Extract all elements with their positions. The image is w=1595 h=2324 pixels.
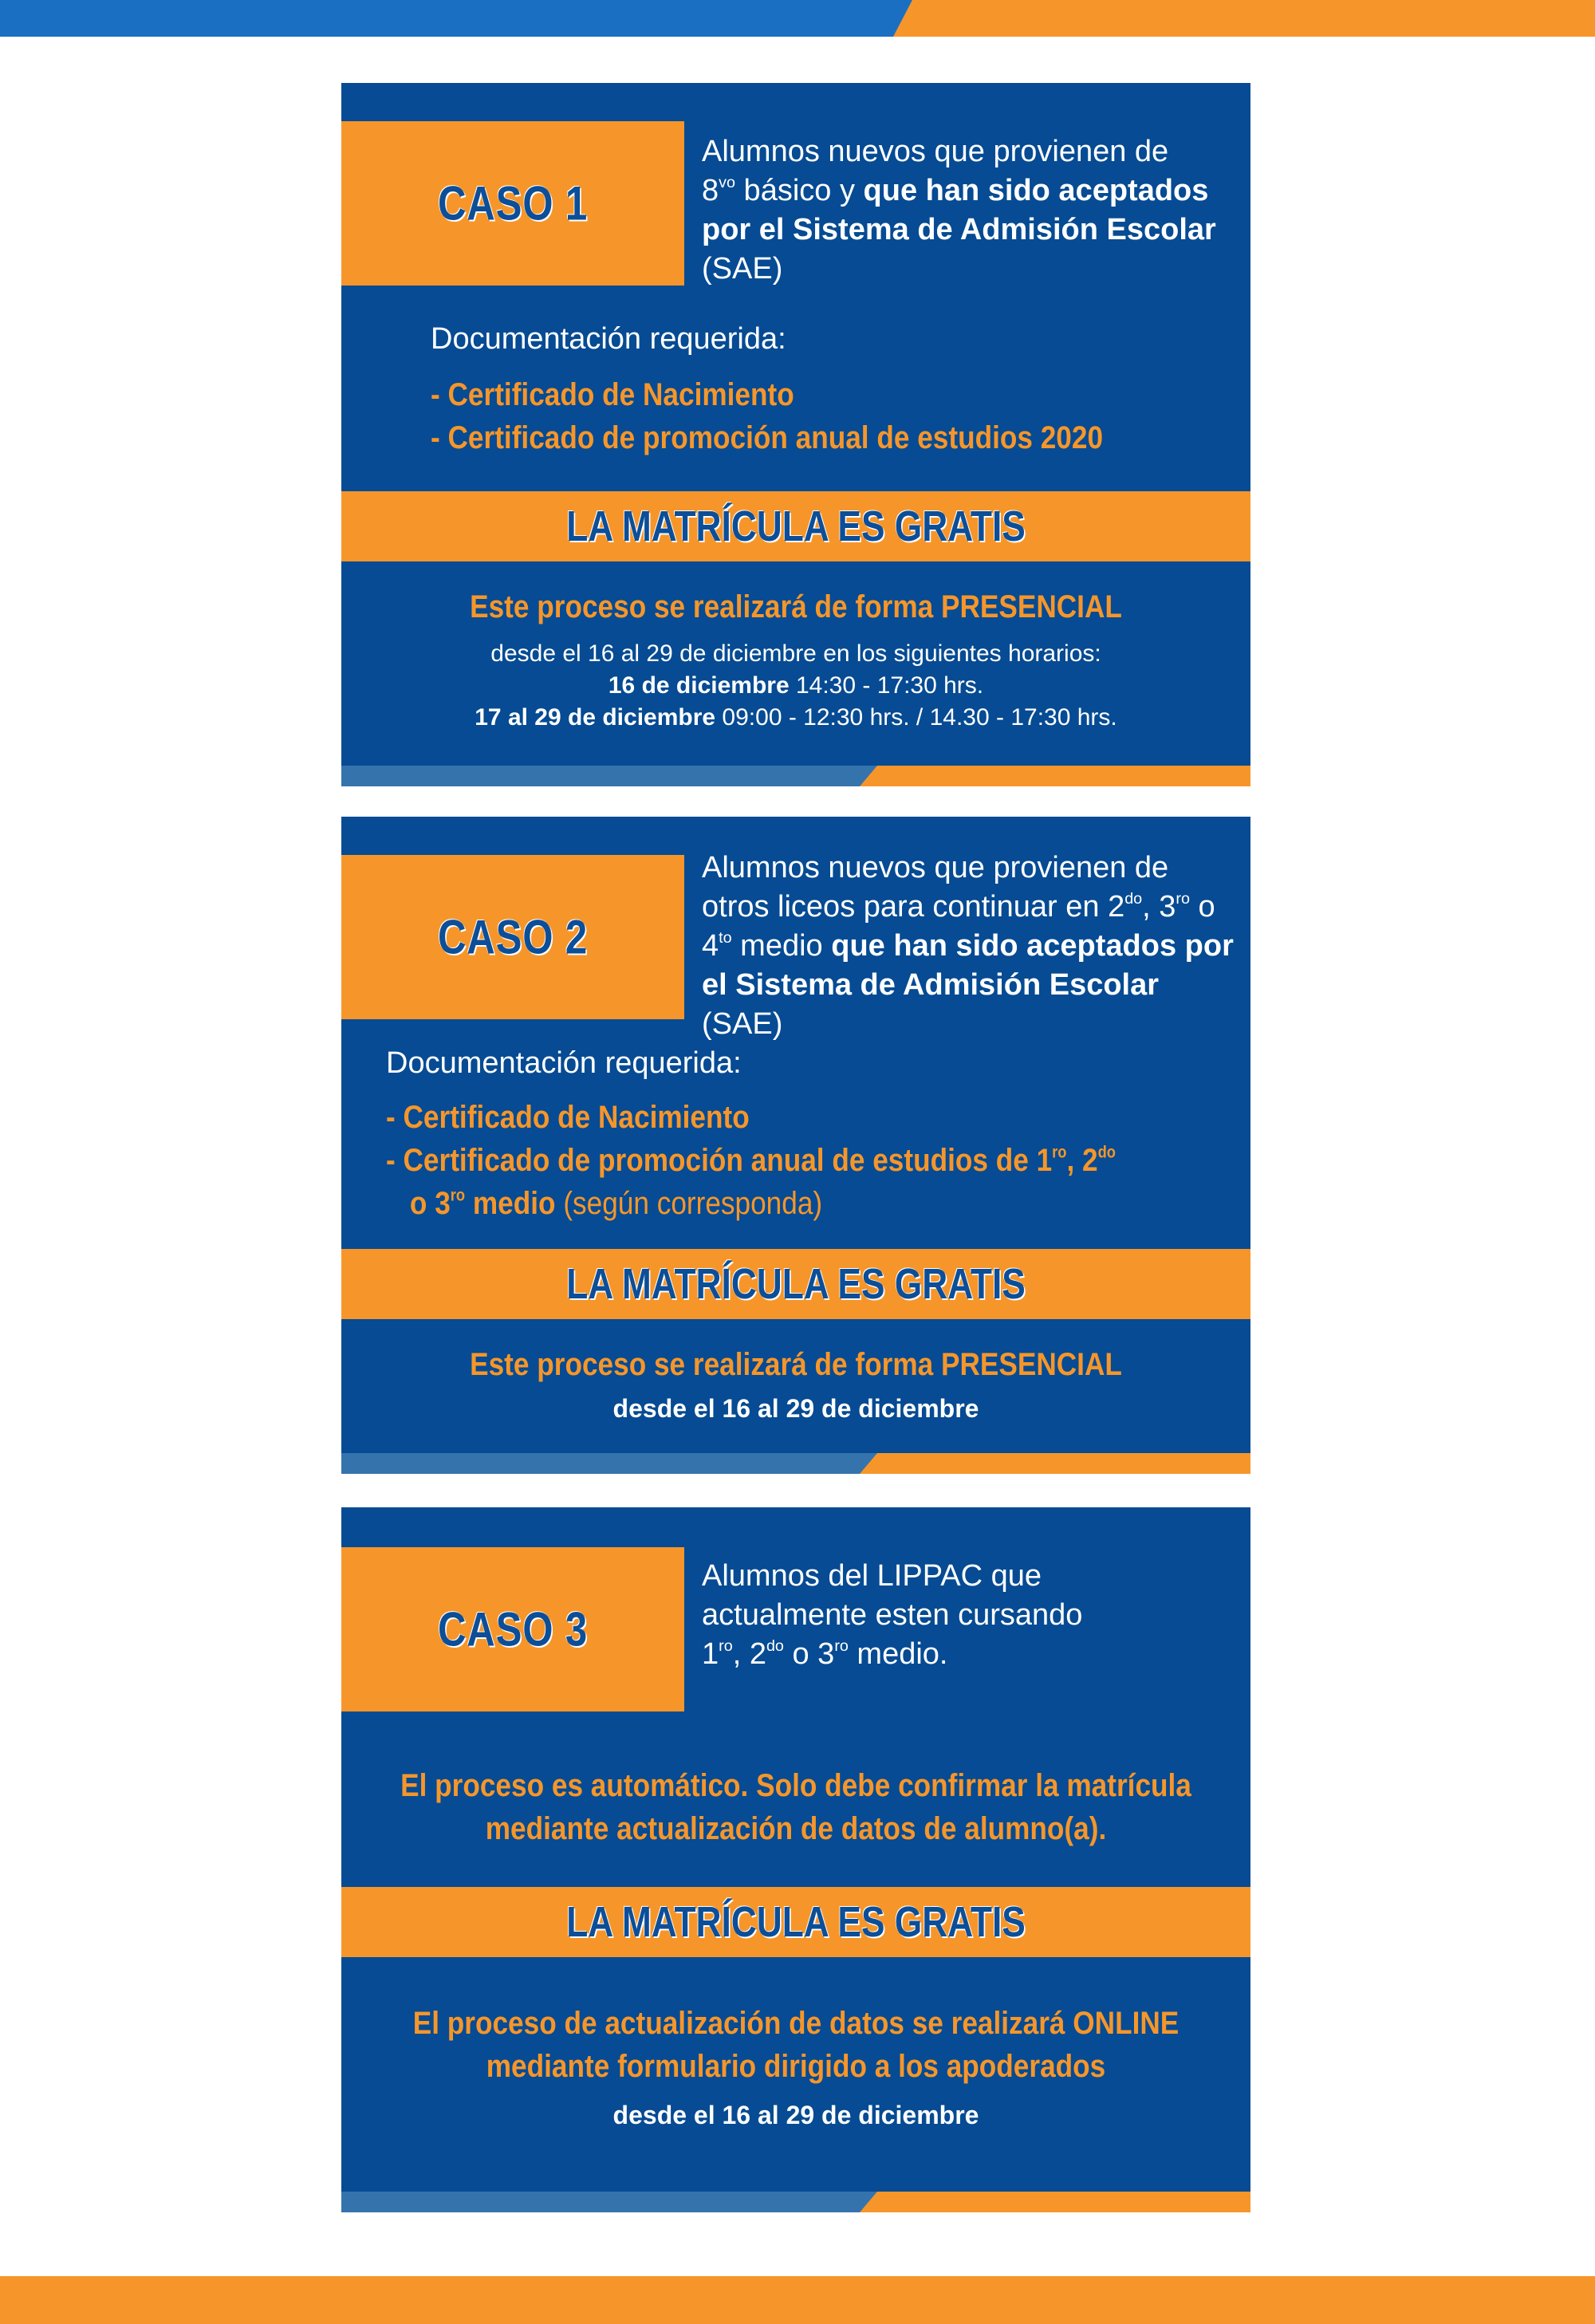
- case-2-doc-3: [386, 1182, 1116, 1225]
- case-3-online-note: [396, 2002, 1195, 2088]
- case-1-grade: 8: [702, 174, 719, 207]
- case-3-foot-strip: [341, 2192, 1250, 2212]
- case-2-doc-1: - Certificado de Nacimiento: [386, 1100, 750, 1135]
- case-3-foot-strip-orange: [860, 2192, 1250, 2212]
- case-1-schedule-line-3: [341, 702, 1250, 734]
- case-1-panel: [341, 83, 1250, 786]
- case-2-doc-3-sup: ro: [450, 1186, 466, 1205]
- case-2-panel: [341, 817, 1250, 1474]
- case-2-doc-3-medio: medio: [465, 1186, 556, 1221]
- case-2-badge: [341, 855, 684, 1019]
- case-3-online-line-1: El proceso de actualización de datos se realizará ONLINE: [412, 2006, 1180, 2041]
- case-1-intro: [702, 132, 1235, 289]
- case-3-sup-1: ro: [719, 1637, 733, 1656]
- case-1-process: Este proceso se realizará de forma PRESENCIAL: [470, 589, 1122, 624]
- case-2-gratis-banner: [341, 1249, 1250, 1319]
- case-1-schedule-date-1: 16 de diciembre: [608, 672, 790, 699]
- case-2-grade-4: o 4: [702, 890, 1215, 963]
- case-2-process: Este proceso se realizará de forma PRESENCIAL: [470, 1347, 1122, 1382]
- case-3-panel: [341, 1507, 1250, 2212]
- case-1-doc-heading: Documentación requerida:: [431, 322, 786, 356]
- case-3-grade-1: 1: [702, 1637, 719, 1671]
- case-2-doc-2: [386, 1139, 1116, 1182]
- case-1-foot-strip: [341, 766, 1250, 786]
- case-1-label: CASO 1: [437, 176, 589, 230]
- case-1-schedule: [341, 638, 1250, 734]
- case-2-doc-3-note: (según corresponda): [555, 1186, 823, 1221]
- case-1-schedule-date-2: 17 al 29 de diciembre: [475, 704, 716, 731]
- case-3-grade-3: o 3: [783, 1637, 835, 1671]
- case-2-foot-strip-orange: [860, 1453, 1250, 1474]
- top-bar-orange: [893, 0, 1595, 37]
- case-1-intro-text-2: básico y: [735, 174, 864, 207]
- case-1-intro-bold: que han sido aceptados por el Sistema de Admisión Escolar: [702, 174, 1216, 246]
- case-2-medio: medio: [731, 929, 832, 963]
- case-2-intro-text: Alumnos nuevos que provienen de otros liceos para continuar en 2: [702, 851, 1169, 924]
- case-3-intro-end: medio.: [848, 1637, 948, 1671]
- case-3-online-line-2: mediante formulario dirigido a los apoderados: [486, 2049, 1106, 2084]
- case-1-schedule-line-1: desde el 16 al 29 de diciembre en los siguientes horarios:: [490, 640, 1101, 667]
- case-3-dates: desde el 16 al 29 de diciembre: [612, 2101, 979, 2129]
- case-1-intro-text: Alumnos nuevos que provienen de: [702, 135, 1169, 168]
- case-1-doc-2: - Certificado de promoción anual de estudios 2020: [431, 420, 1104, 455]
- case-2-dates: desde el 16 al 29 de diciembre: [612, 1394, 979, 1423]
- case-2-sup-do: do: [1124, 890, 1143, 908]
- case-3-sup-3: ro: [834, 1637, 849, 1656]
- case-1-schedule-hours-1: 14:30 - 17:30 hrs.: [789, 672, 984, 699]
- case-3-intro: [702, 1557, 1148, 1674]
- case-2-grade-3: , 3: [1142, 890, 1176, 924]
- case-3-gratis-label: LA MATRÍCULA ES GRATIS: [566, 1898, 1026, 1946]
- case-1-badge: [341, 121, 684, 286]
- case-2-intro-sae: (SAE): [702, 1007, 783, 1041]
- case-2-intro-bold: que han sido aceptados por el Sistema de Admisión Escolar: [702, 929, 1234, 1002]
- case-3-gratis-banner: [341, 1887, 1250, 1957]
- case-2-intro: [702, 849, 1244, 1044]
- case-3-intro-text: Alumnos del LIPPAC que actualmente esten cursando: [702, 1559, 1083, 1632]
- case-2-sup-ro: ro: [1176, 890, 1190, 908]
- case-2-doc-3-text: o 3: [409, 1186, 451, 1221]
- case-1-schedule-hours-2: 09:00 - 12:30 hrs. / 14.30 - 17:30 hrs.: [715, 704, 1117, 731]
- case-2-gratis-label: LA MATRÍCULA ES GRATIS: [566, 1260, 1026, 1308]
- case-2-label: CASO 2: [437, 910, 589, 964]
- case-3-label: CASO 3: [437, 1602, 589, 1656]
- case-2-doc-2-sup-1: ro: [1052, 1143, 1067, 1162]
- case-1-schedule-line-2: [341, 670, 1250, 702]
- case-1-grade-sup: vo: [719, 174, 735, 192]
- case-1-gratis-banner: [341, 491, 1250, 561]
- case-1-intro-sae: (SAE): [702, 252, 783, 286]
- bottom-bar: [0, 2276, 1595, 2324]
- case-2-doc-heading: Documentación requerida:: [386, 1046, 742, 1080]
- case-2-doc-list: [386, 1096, 1116, 1225]
- top-bar-blue: [0, 0, 925, 37]
- case-2-doc-2-sup-2: do: [1097, 1143, 1116, 1162]
- case-2-doc-2-text-2: , 2: [1066, 1143, 1098, 1178]
- case-1-doc-list: [431, 373, 1103, 459]
- case-1-gratis-label: LA MATRÍCULA ES GRATIS: [566, 502, 1026, 550]
- case-3-badge: [341, 1547, 684, 1711]
- case-3-auto-note: [396, 1764, 1195, 1850]
- case-2-doc-2-text: - Certificado de promoción anual de estudios de 1: [386, 1143, 1053, 1178]
- case-3-auto-line-2: mediante actualización de datos de alumno(a).: [485, 1811, 1107, 1846]
- case-1-foot-strip-orange: [860, 766, 1250, 786]
- case-2-foot-strip: [341, 1453, 1250, 1474]
- case-3-grade-2: , 2: [732, 1637, 766, 1671]
- case-2-sup-to: to: [719, 929, 732, 947]
- case-1-doc-1: - Certificado de Nacimiento: [431, 377, 794, 412]
- case-3-auto-line-1: El proceso es automático. Solo debe confirmar la matrícula: [400, 1768, 1191, 1803]
- case-3-sup-2: do: [766, 1637, 784, 1656]
